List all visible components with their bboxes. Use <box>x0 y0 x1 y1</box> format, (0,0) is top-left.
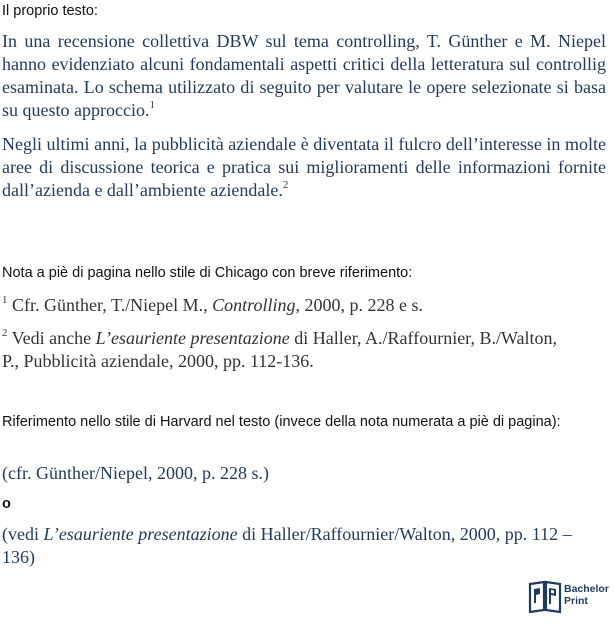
footnote-1-marker: 1 <box>2 294 8 306</box>
bachelorprint-logo <box>528 580 608 616</box>
harvard-citation-2 <box>2 523 592 569</box>
harvard-2-after: di Haller/Raffournier/Walton, 2000, pp. 112 – 136) <box>2 524 572 567</box>
footnote-marker-1: 1 <box>149 99 155 111</box>
footnote-1 <box>2 294 606 317</box>
footnote-2 <box>2 327 562 373</box>
harvard-2-before: (vedi <box>2 524 44 544</box>
paragraph-1-text: In una recensione collettiva DBW sul tema controlling, T. Günther e M. Niepel hanno evidenziato alcuni fondamentali aspetti critici della letteratura sul controllig esaminata. Lo schema utilizzato di seguito per valutare le opere selezionate si basa su questo approccio. <box>2 31 606 120</box>
logo-text <box>564 583 609 607</box>
footnote-2-before: Vedi anche <box>7 328 96 348</box>
footnote-1-before: Cfr. Günther, T./Niepel M., <box>7 295 213 315</box>
paragraph-2 <box>2 133 606 202</box>
harvard-2-title: L’esauriente presentazione <box>43 524 238 544</box>
book-shield-icon <box>528 580 562 614</box>
or-label: o <box>2 496 11 512</box>
footnote-2-after: di Haller, A./Raffournier, B./Walton, P., Pubblicità aziendale, 2000, pp. 112-136. <box>2 328 558 371</box>
footnote-1-after: , 2000, p. 228 e s. <box>295 295 423 315</box>
footnote-2-title: L’esauriente presentazione <box>95 328 290 348</box>
chicago-heading: Nota a piè di pagina nello stile di Chicago con breve riferimento: <box>2 265 413 281</box>
footnote-marker-2: 2 <box>282 179 289 191</box>
logo-line-2: Print <box>564 595 588 607</box>
harvard-citation-1: (cfr. Günther/Niepel, 2000, p. 228 s.) <box>2 463 269 483</box>
harvard-heading: Riferimento nello stile di Harvard nel testo (invece della nota numerata a piè di pagina): <box>2 414 561 430</box>
footnote-1-title: Controlling <box>212 295 296 315</box>
logo-line-1: Bachelor <box>564 583 609 595</box>
paragraph-2-text: Negli ultimi anni, la pubblicità aziendale è diventata il fulcro dell’interesse in molte aree di discussione teorica e pratica sui miglioramenti delle informazioni fornite dall’azienda e dall’ambiente aziendale. <box>2 134 606 200</box>
paragraph-1 <box>2 30 606 122</box>
footnote-2-marker: 2 <box>2 327 8 339</box>
own-text-heading: Il proprio testo: <box>2 3 98 19</box>
